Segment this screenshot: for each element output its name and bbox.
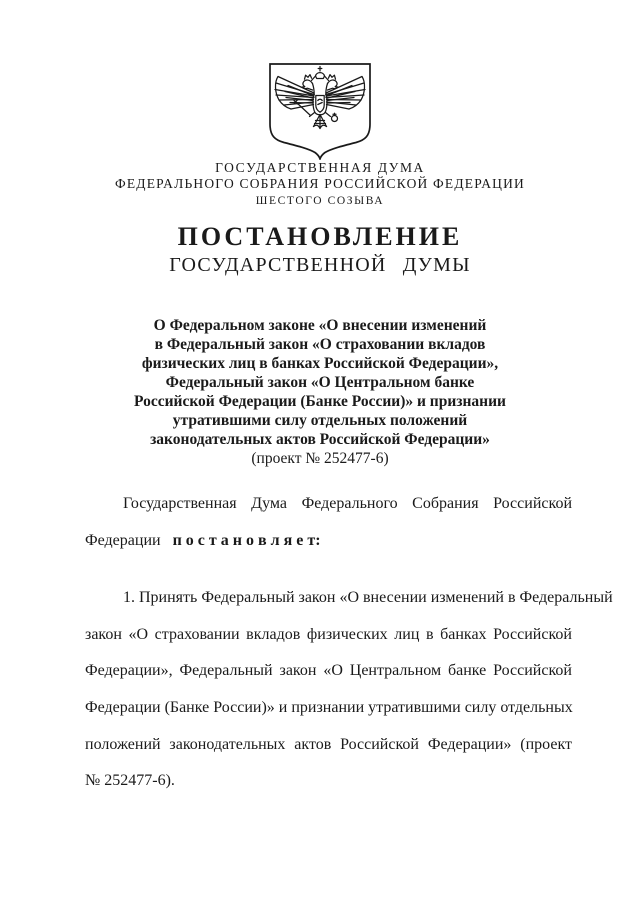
- body-line: Государственная Дума Федерального Собрания Российской: [123, 495, 572, 512]
- org-name-line1: ГОСУДАРСТВЕННАЯ ДУМА: [215, 160, 425, 175]
- body-line: положений законодательных актов Российской Федерации» (проект: [85, 735, 572, 753]
- organization-header: [0, 160, 640, 209]
- body-line: Федерации», Федеральный закон «О Центральном банке Российской: [85, 662, 572, 680]
- title-line: Федеральный закон «О Центральном банке: [165, 374, 475, 391]
- body-line: № 252477-6).: [85, 772, 175, 790]
- body-line: 1. Принять Федеральный закон «О внесении изменений в Федеральный: [123, 589, 613, 607]
- title-line: Российской Федерации (Банке России)» и признании: [134, 393, 506, 410]
- doc-type-sub: ГОСУДАРСТВЕННОЙ ДУМЫ: [169, 254, 471, 276]
- title-line: утратившими силу отдельных положений: [172, 412, 468, 429]
- preamble-tail-text: Федерации: [85, 531, 161, 549]
- org-convocation-line: ШЕСТОГО СОЗЫВА: [255, 195, 385, 207]
- doc-type-main: ПОСТАНОВЛЕНИЕ: [177, 222, 463, 251]
- title-line: О Федеральном законе «О внесении изменений: [153, 317, 487, 334]
- body-line: Федерации (Банке России)» и признании утратившими силу отдельных: [85, 698, 573, 716]
- emblem-container: [0, 62, 640, 160]
- resolves-keyword: п о с т а н о в л я е т:: [172, 531, 321, 549]
- title-line: в Федеральный закон «О страховании вкладов: [154, 336, 486, 353]
- resolution-body: [85, 486, 613, 800]
- title-line: физических лиц в банках Российской Федерации»,: [141, 355, 499, 372]
- preamble-paragraph: [85, 486, 572, 559]
- document-type-header: [0, 222, 640, 277]
- title-line: законодательных актов Российской Федерации»: [150, 431, 490, 448]
- russia-coat-of-arms-icon: [268, 62, 372, 160]
- item-1-paragraph: [85, 580, 613, 800]
- title-project-number: (проект № 252477-6): [251, 450, 389, 467]
- body-line: [85, 523, 572, 560]
- body-line: закон «О страховании вкладов физических лиц в банках Российской: [85, 625, 572, 643]
- org-name-line2: ФЕДЕРАЛЬНОГО СОБРАНИЯ РОССИЙСКОЙ ФЕДЕРАЦИИ: [115, 176, 525, 191]
- resolution-title: [80, 316, 560, 468]
